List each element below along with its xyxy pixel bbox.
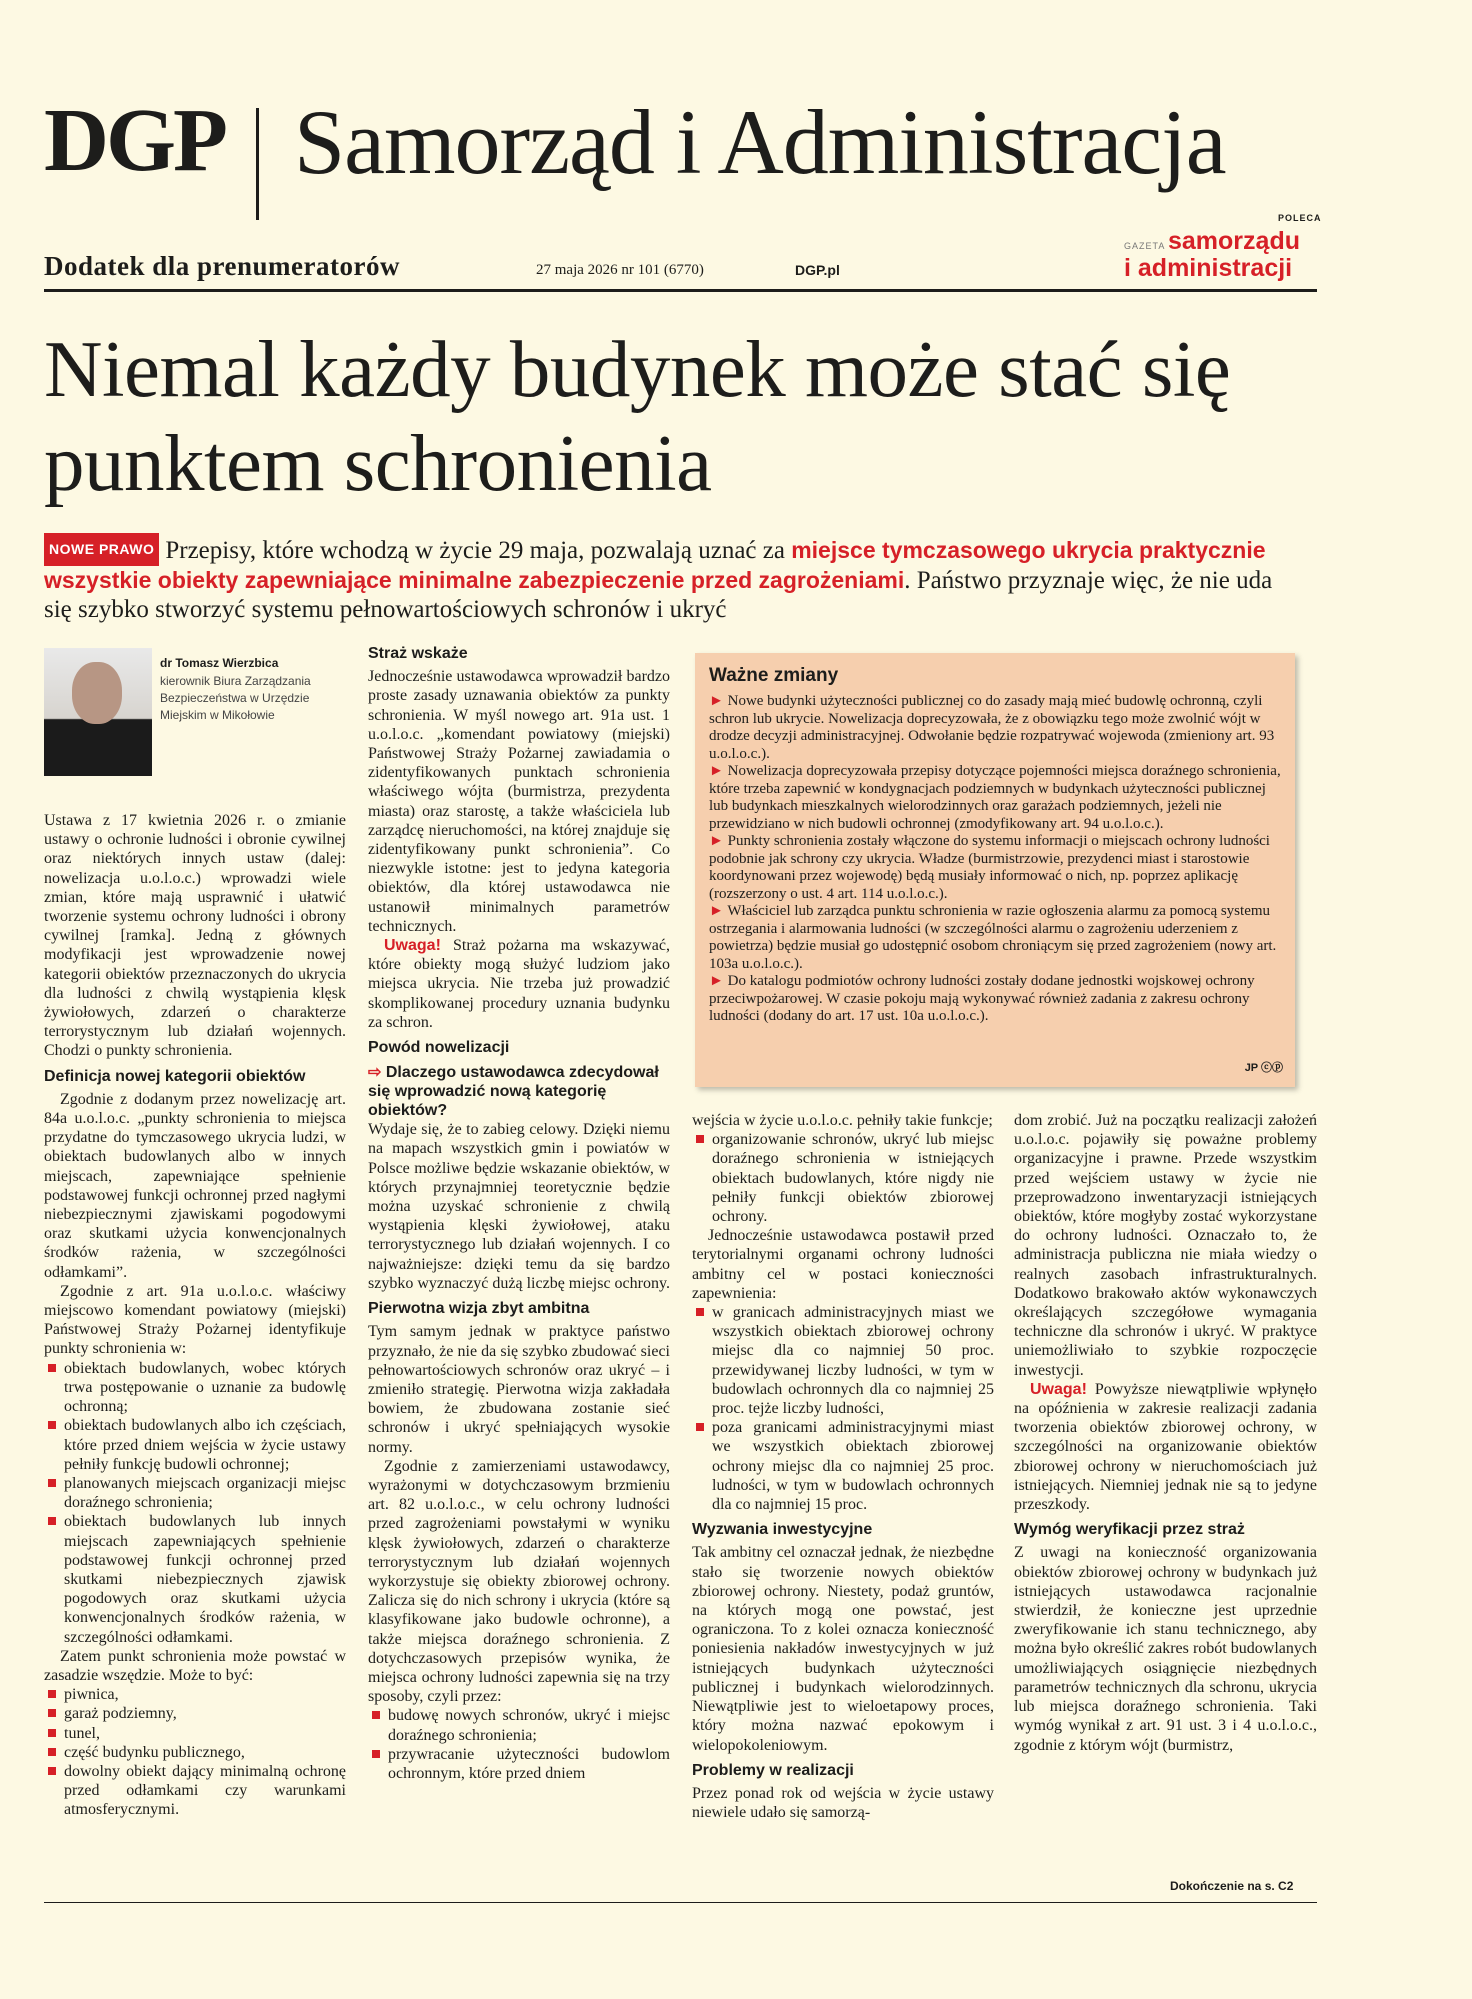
paragraph: Tym samym jednak w praktyce państwo przyznało, że nie da się szybko zbudować sieci pełnowartościowych schronów oraz ukryć – i zmieniło strategię. Pierwotna wizja zakładała bowiem, że zbudowana zostanie sieć schronów i ukryć spełniających wysokie normy. [368, 1323, 670, 1456]
list-item: część budynku publicznego, [64, 1743, 346, 1762]
paragraph: Z uwagi na konieczność organizowania obiektów zbiorowej ochrony w budynkach już istniejących ustawodawca racjonalnie stwierdził, że konieczne jest uprzednie zweryfikowanie ich stanu technicznego, aby można było określić zakres robót budowlanych umożliwiających osiągnięcie niezbędnych parametrów technicznych dla schronu, ukrycia lub miejsca doraźnego schronienia. Taki wymóg wynikał z art. 91 ust. 3 i 4 u.o.l.o.c., zgodnie z którym wójt (burmistrz, [1014, 1544, 1317, 1754]
list-item: budowę nowych schronów, ukryć i miejsc doraźnego schronienia; [388, 1707, 670, 1744]
question [368, 1063, 670, 1120]
list-item: obiektach budowlanych lub innych miejscach zapewniających spełnienie podstawowej funkcji ochronnej przed skutkami niebezpiecznych zjawisk pogodowych oraz skutkami użycia konwencjonalnych środków rażenia, w szczególności odłamkami. [64, 1513, 346, 1646]
paragraph: Wydaje się, że to zabieg celowy. Dzięki niemu na mapach wszystkich gmin i powiatów w Polsce możliwe będzie wskazanie obiektów, w których przynajmniej teoretycznie będzie można uzyskać schronienie z chwilą wystąpienia klęski żywiołowej, ataku terrorystycznego lub działań wojennych. I co najważniejsze: dzięki temu da się bardzo szybko wyznaczyć dużą liczbę miejsc ochrony. [368, 1121, 670, 1292]
list-item: przywracanie użyteczności budowlom ochronnym, które przed dniem [388, 1745, 670, 1782]
box-item-text: Właściciel lub zarządca punktu schronienia w razie ogłoszenia alarmu za pomocą systemu ostrzegania i alarmowania ludności (w szczególności alarmu o zagrożeniu uderzeniem z powietrza) będzie musiał go udostępnić osobom chroniącym się przed zagrożeniem (nowy art. 103a u.o.l.o.c.). [709, 903, 1277, 972]
box-item [709, 903, 1283, 973]
triangle-bullet-icon: ► [709, 903, 728, 919]
author-photo [44, 648, 152, 776]
bullet-list [44, 1359, 346, 1647]
article-column-4 [1014, 1111, 1317, 1755]
bullet-list [692, 1130, 994, 1226]
warning-label: Uwaga! [1030, 1380, 1087, 1398]
article-column-3 [692, 1111, 994, 1822]
partner-logo-line1: samorządu [1168, 227, 1300, 255]
triangle-bullet-icon: ► [709, 973, 728, 989]
paragraph: Zatem punkt schronienia może powstać w zasadzie wszędzie. Może to być: [44, 1647, 346, 1684]
lead-text-2: . Państwo przyznaje więc, że nie uda się szybko stworzyć systemu pełnowartościowych schronów i ukryć [44, 567, 1273, 623]
list-item: obiektach budowlanych, wobec których trwa postępowanie o uznanie za budowlę ochronną; [64, 1359, 346, 1416]
box-item-text: Nowelizacja doprecyzowała przepisy dotyczące pojemności miejsca doraźnego schronienia, które trzeba zapewnić w kondygnacjach podziemnych w budynkach użyteczności publicznej lub budynkach mieszkalnych wielorodzinnych oraz garażach podziemnych, jeżeli nie przewidziano w nich budowli ochronnej (zmodyfikowany art. 94 u.o.l.o.c.). [709, 763, 1281, 832]
box-signature: JP ⓒⓟ [1244, 1062, 1283, 1074]
subheading: Wyzwania inwestycyjne [692, 1521, 873, 1539]
paragraph: wejścia w życie u.o.l.o.c. pełniły takie funkcje; [692, 1112, 993, 1129]
lead-text-1: Przepisy, które wchodzą w życie 29 maja, pozwalają uznać za [165, 537, 792, 564]
arrow-icon: ⇨ [368, 1064, 382, 1082]
author-role: kierownik Biura Zarządzania Bezpieczeństwa w Urzędzie Miejskim w Mikołowie [160, 674, 311, 722]
box-item [709, 763, 1283, 833]
triangle-bullet-icon: ► [709, 833, 728, 849]
paragraph: Ustawa z 17 kwietnia 2026 r. o zmianie ustawy o ochronie ludności i obronie cywilnej oraz niektórych innych ustaw (dalej: nowelizacja u.o.l.o.c.) wprowadzi wiele zmian, które mają usprawnić i ułatwić tworzenie systemu ochrony ludności i obrony cywilnej [ramka]. Jedną z głównych modyfikacji jest wprowadzenie nowej kategorii obiektów przeznaczonych do ukrycia dla ludności z chwilą wystąpienia klęsk żywiołowych, zdarzeń o charakterze terrorystycznym lub działań wojennych. Chodzi o punkty schronienia. [44, 812, 346, 1060]
section-title: Samorząd i Administracja [294, 91, 1226, 193]
triangle-bullet-icon: ► [709, 693, 728, 709]
subheading: Straż wskaże [368, 645, 468, 662]
article-lead [44, 533, 1284, 624]
box-item-text: Punkty schronienia zostały włączone do systemu informacji o miejscach ochrony ludności podobnie jak schrony czy ukrycia. Władze (burmistrzowie, prezydenci miast i starostowie koordynowani przez wojewodę) będą musiały informować o nich, np. poprzez aplikację (rozszerzony o ust. 4 art. 114 u.o.l.o.c.). [709, 833, 1270, 902]
website-link[interactable]: DGP.pl [795, 262, 840, 278]
paragraph: Jednocześnie ustawodawca postawił przed terytorialnymi organami ochrony ludności ambitny cel w postaci konieczności zapewnienia: [692, 1227, 994, 1302]
masthead-rule [44, 289, 1317, 292]
paragraph: Zgodnie z art. 91a u.o.l.o.c. właściwy miejscowo komendant powiatowy (miejski) Państwowej Straży Pożarnej identyfikuje punkty schronienia w: [44, 1282, 346, 1358]
continued-note: Dokończenie na s. C2 [1170, 1879, 1294, 1893]
recommends-label: POLECA [1278, 213, 1322, 223]
article-column-2 [368, 644, 670, 1783]
bullet-list [692, 1303, 994, 1514]
box-item-text: Do katalogu podmiotów ochrony ludności zostały dodane jednostki wojskowej ochrony przeciwpożarowej. W czasie pokoju mają wykonywać również zadania z zakresu ochrony ludności (dodany do art. 17 ust. 10a u.o.l.o.c.). [709, 973, 1255, 1024]
list-item: dowolny obiekt dający minimalną ochronę przed odłamkami czy warunkami atmosferycznymi. [64, 1762, 346, 1819]
box-item [709, 693, 1283, 763]
issue-date: 27 maja 2026 nr 101 (6770) [536, 262, 704, 278]
paragraph: Zgodnie z dodanym przez nowelizację art. 84a u.o.l.o.c. „punkty schronienia to miejsca przydatne do tymczasowego ukrycia ludzi, w obiektach budowlanych albo w innych miejscach, zapewniające spełnienie podstawowej funkcji ochronnej przed nagłymi niebezpiecznymi zjawiskami pogodowymi oraz skutkami użycia konwencjonalnych środków rażenia, w szczególności odłamkami”. [44, 1090, 346, 1281]
partner-prefix: GAZETA [1124, 241, 1166, 251]
brand-logo: DGP [44, 91, 225, 190]
list-item: poza granicami administracyjnymi miast we wszystkich obiektach zbiorowej ochrony miejsc dla co najmniej 25 proc. ludności, w tym w budowlach ochronnych dla co najmniej 15 proc. [712, 1419, 994, 1514]
supplement-label: Dodatek dla prenumeratorów [44, 251, 400, 281]
box-body [709, 693, 1283, 1026]
box-item [709, 833, 1283, 903]
subheading: Powód nowelizacji [368, 1039, 510, 1057]
section-tag: NOWE PRAWO [44, 533, 159, 566]
list-item: organizowanie schronów, ukryć lub miejsc doraźnego schronienia w istniejących obiektach budowlanych, które nigdy nie pełniły funkcji obiektów zbiorowej ochrony. [712, 1131, 994, 1226]
subheading: Problemy w realizacji [692, 1761, 854, 1779]
box-title: Ważne zmiany [709, 665, 839, 686]
subheading: Pierwotna wizja zbyt ambitna [368, 1300, 590, 1318]
paragraph [368, 936, 670, 1032]
list-item: planowanych miejscach organizacji miejsc doraźnego schronienia; [64, 1474, 346, 1512]
bullet-list [368, 1706, 670, 1783]
triangle-bullet-icon: ► [709, 763, 728, 779]
warning-text: Straż pożarna ma wskazywać, które obiekty mogą służyć ludziom jako miejsca ukrycia. Nie trzeba już prowadzić skomplikowanej procedury uznania budynku za schron. [368, 937, 670, 1031]
question-text: Dlaczego ustawodawca zdecydował się wprowadzić nową kategorię obiektów? [368, 1064, 659, 1120]
box-item [709, 973, 1283, 1026]
list-item: w granicach administracyjnych miast we wszystkich obiektach zbiorowej ochrony miejsc dla co najmniej 50 proc. przewidywanej liczby ludności, w tym w budowlach ochronnych dla co najmniej 25 proc. tejże liczby ludności, [712, 1304, 994, 1418]
subheading: Definicja nowej kategorii obiektów [44, 1067, 306, 1085]
bullet-list [44, 1685, 346, 1819]
list-item: garaż podziemny, [64, 1704, 346, 1723]
warning-label: Uwaga! [384, 937, 441, 955]
box-item-text: Nowe budynki użyteczności publicznej co do zasady mają mieć budowlę ochronną, czyli schron lub ukrycie. Nowelizacja doprecyzowała, że z obowiązku tego może zwolnić wójt w drodze decyzji administracyjnej. Odwołanie będzie rozpatrywać wojewoda (zmieniony art. 93 u.o.l.o.c.). [709, 693, 1275, 762]
paragraph [1014, 1380, 1317, 1514]
sidebar-box [695, 653, 1295, 1087]
partner-logo-line2: i administracji [1124, 254, 1293, 282]
paragraph: Jednocześnie ustawodawca wprowadził bardzo proste zasady uznawania obiektów za punkty schronienia. W myśl nowego art. 91a ust. 1 u.o.l.o.c. „komendant powiatowy (miejski) Państwowej Straży Pożarnej zawiadamia o zidentyfikowanych punktach schronienia właściwego wójta (burmistrza, prezydenta miasta) oraz starostę, a także właściciela lub zarządcę nieruchomości, na której znajduje się zidentyfikowany punkt schronienia”. Co niezwykle istotne: jest to jedyna kategoria obiektów, dla której ustawodawca nie ustanowił minimalnych parametrów technicznych. [368, 668, 670, 935]
warning-text: Powyższe niewątpliwie wpłynęło na opóźnienia w zakresie realizacji zadania tworzenia obiektów zbiorowej ochrony, w szczególności na organizowanie obiektów zbiorowej ochrony w nieruchomościach już istniejących. Niemniej jednak nie są to jedyne przeszkody. [1014, 1380, 1317, 1514]
article-headline: Niemal każdy budynek może stać się punktem schronienia [44, 324, 1231, 508]
paragraph: Zgodnie z zamierzeniami ustawodawcy, wyrażonymi w dotychczasowym brzmieniu art. 82 u.o.l.o.c., w celu ochrony ludności przed zagrożeniami powstałymi w wyniku klęsk żywiołowych, zdarzeń o charakterze terrorystycznym lub działań wojennych wykorzystuje się obiekty zbiorowej ochrony. Zalicza się do nich schrony i ukrycia (które są klasyfikowane jako budowle ochronne), a także miejsca doraźnego schronienia. Z dotychczasowych przepisów wynika, że miejsca ochrony ludności zapewnia się na trzy sposoby, czyli przez: [368, 1457, 670, 1706]
paragraph: dom zrobić. Już na początku realizacji założeń u.o.l.o.c. pojawiły się poważne problemy organizacyjne i prawne. Przede wszystkim przed wejściem ustawy w życie nie przeprowadzono inwentaryzacji istniejących obiektów, które mogłyby zostać wykorzystane do ochrony ludności. Oznaczało to, że administracja publiczna nie miała wiedzy o realnych zasobach infrastrukturalnych. Dodatkowo brakowało aktów wykonawczych określających szczegółowe wymagania techniczne dla schronów i ukryć. W praktyce uniemożliwiało to szybkie rozpoczęcie inwestycji. [1014, 1112, 1317, 1379]
subheading: Wymóg weryfikacji przez straż [1014, 1521, 1245, 1539]
footer-rule [44, 1902, 1317, 1903]
paragraph: Przez ponad rok od wejścia w życie ustawy niewiele udało się samorzą- [692, 1784, 994, 1822]
list-item: obiektach budowlanych albo ich częściach, które przed dniem wejścia w życie ustawy pełniły funkcję budowli ochronnej; [64, 1417, 346, 1473]
paragraph: Tak ambitny cel oznaczał jednak, że niezbędne stało się tworzenie nowych obiektów zbiorowej ochrony. Niestety, podaż gruntów, na których mogą one powstać, jest ograniczona. To z kolei oznacza konieczność poniesienia nakładów inwestycyjnych w już istniejących budynkach użyteczności publicznej i budynkach wielorodzinnych. Niewątpliwie jest to wieloetapowy proces, który można nazwać epokowym i wielopokoleniowym. [692, 1544, 994, 1754]
masthead-separator [256, 108, 259, 220]
article-column-1 [44, 811, 346, 1820]
list-item: tunel, [64, 1724, 346, 1743]
author-name: dr Tomasz Wierzbica [160, 656, 279, 670]
lead-highlight: miejsce tymczasowego ukrycia praktycznie wszystkie obiekty zapewniające minimalne zabezpieczenie przed zagrożeniami [44, 537, 1266, 593]
list-item: piwnica, [64, 1685, 346, 1704]
